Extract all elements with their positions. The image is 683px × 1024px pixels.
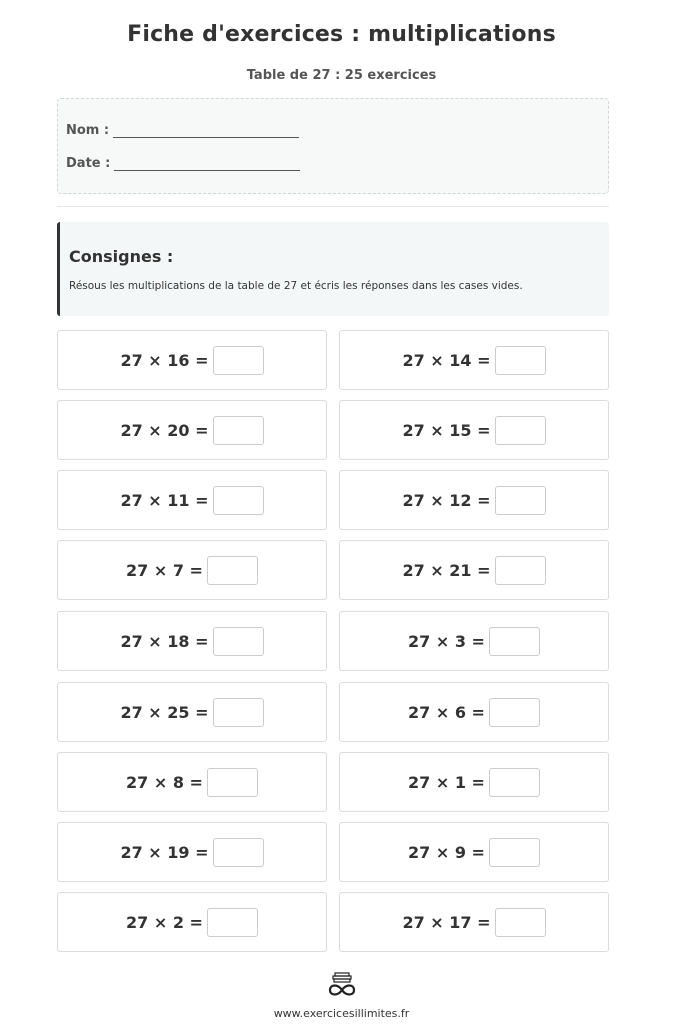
answer-box[interactable] bbox=[495, 486, 546, 515]
instructions-heading: Consignes : bbox=[69, 247, 174, 266]
exercise-expression: 27 × 16 = bbox=[120, 350, 209, 370]
page-subtitle: Table de 27 : 25 exercices bbox=[246, 68, 437, 83]
answer-box[interactable] bbox=[495, 556, 546, 585]
exercise-cell bbox=[339, 330, 609, 390]
answer-box[interactable] bbox=[489, 768, 540, 797]
exercise-cell bbox=[57, 540, 327, 600]
answer-box[interactable] bbox=[213, 627, 264, 656]
answer-box[interactable] bbox=[207, 768, 258, 797]
name-blank[interactable] bbox=[113, 126, 299, 138]
exercise-expression: 27 × 25 = bbox=[120, 702, 209, 722]
exercise-cell bbox=[57, 470, 327, 530]
exercise-expression: 27 × 6 = bbox=[408, 702, 485, 722]
exercise-expression: 27 × 9 = bbox=[408, 842, 485, 862]
exercise-expression: 27 × 17 = bbox=[402, 912, 491, 932]
date-line bbox=[66, 156, 300, 171]
instructions-box bbox=[57, 222, 609, 316]
exercise-cell bbox=[57, 611, 327, 671]
instructions-text: Résous les multiplications de la table de 27 et écris les réponses dans les cases vides. bbox=[69, 280, 523, 292]
answer-box[interactable] bbox=[213, 416, 264, 445]
date-blank[interactable] bbox=[114, 159, 300, 171]
identity-box bbox=[57, 98, 609, 194]
exercise-expression: 27 × 19 = bbox=[120, 842, 209, 862]
answer-box[interactable] bbox=[495, 346, 546, 375]
exercise-cell bbox=[339, 470, 609, 530]
exercise-cell bbox=[57, 400, 327, 460]
exercise-cell bbox=[339, 822, 609, 882]
answer-box[interactable] bbox=[489, 627, 540, 656]
exercise-cell bbox=[339, 400, 609, 460]
exercise-cell bbox=[57, 330, 327, 390]
exercise-cell bbox=[339, 892, 609, 952]
answer-box[interactable] bbox=[213, 346, 264, 375]
name-line bbox=[66, 123, 299, 138]
exercise-expression: 27 × 11 = bbox=[120, 490, 209, 510]
exercise-cell bbox=[57, 752, 327, 812]
answer-box[interactable] bbox=[495, 908, 546, 937]
answer-box[interactable] bbox=[207, 556, 258, 585]
exercise-expression: 27 × 12 = bbox=[402, 490, 491, 510]
exercise-cell bbox=[339, 611, 609, 671]
date-label: Date : bbox=[66, 156, 111, 171]
exercise-expression: 27 × 15 = bbox=[402, 420, 491, 440]
exercise-cell bbox=[57, 682, 327, 742]
answer-box[interactable] bbox=[495, 416, 546, 445]
answer-box[interactable] bbox=[207, 908, 258, 937]
exercise-expression: 27 × 21 = bbox=[402, 560, 491, 580]
exercise-expression: 27 × 3 = bbox=[408, 631, 485, 651]
exercise-expression: 27 × 1 = bbox=[408, 772, 485, 792]
exercise-cell bbox=[339, 752, 609, 812]
exercise-expression: 27 × 8 = bbox=[126, 772, 203, 792]
answer-box[interactable] bbox=[489, 698, 540, 727]
exercise-cell bbox=[339, 682, 609, 742]
answer-box[interactable] bbox=[213, 486, 264, 515]
exercise-expression: 27 × 18 = bbox=[120, 631, 209, 651]
answer-box[interactable] bbox=[489, 838, 540, 867]
exercise-expression: 27 × 2 = bbox=[126, 912, 203, 932]
exercise-expression: 27 × 7 = bbox=[126, 560, 203, 580]
answer-box[interactable] bbox=[213, 838, 264, 867]
exercise-expression: 27 × 14 = bbox=[402, 350, 491, 370]
exercise-expression: 27 × 20 = bbox=[120, 420, 209, 440]
infinity-books-logo-icon bbox=[325, 972, 359, 998]
exercise-cell bbox=[57, 892, 327, 952]
page-title: Fiche d'exercices : multiplications bbox=[127, 22, 556, 47]
footer-url[interactable]: www.exercicesillimites.fr bbox=[273, 1007, 410, 1020]
exercise-cell bbox=[339, 540, 609, 600]
exercise-cell bbox=[57, 822, 327, 882]
divider bbox=[57, 206, 609, 207]
answer-box[interactable] bbox=[213, 698, 264, 727]
name-label: Nom : bbox=[66, 123, 110, 138]
